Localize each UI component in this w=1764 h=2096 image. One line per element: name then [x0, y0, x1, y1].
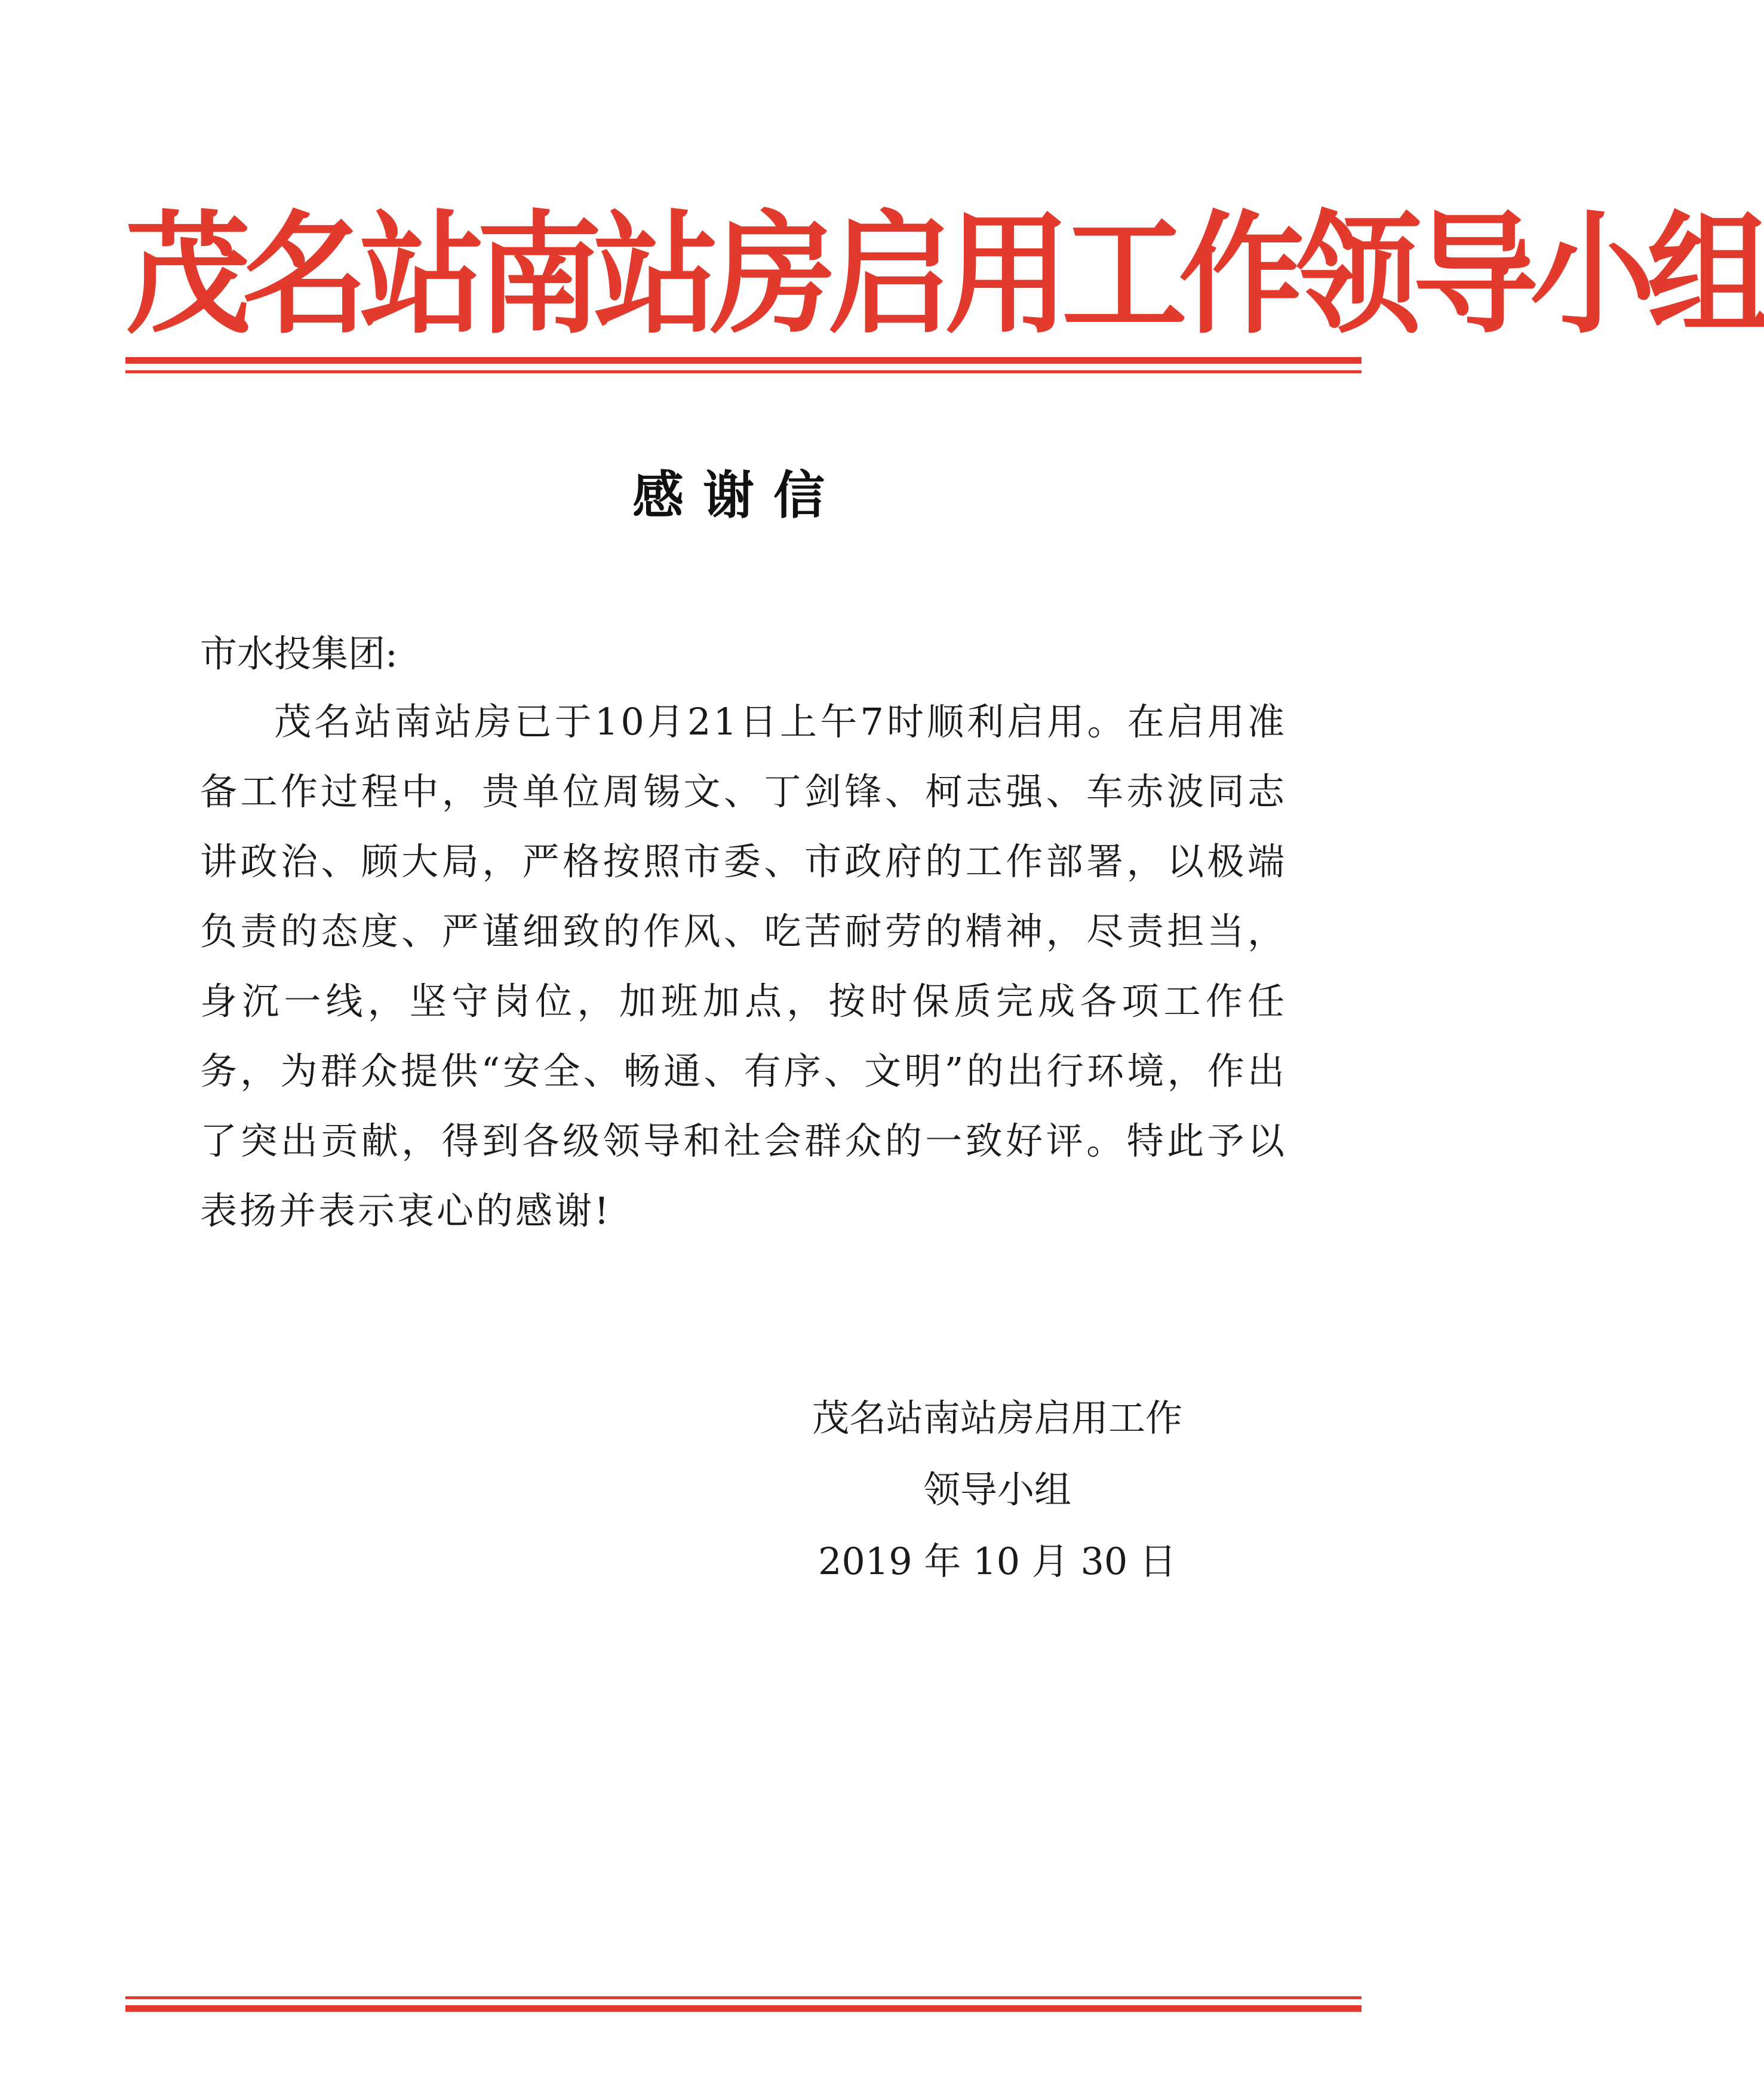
signature-issuer-line1: 茂名站南站房启用工作	[812, 1396, 1182, 1440]
letter-salutation: 市水投集团:	[200, 632, 398, 675]
letterhead-issuer: 茂名站南站房启用工作领导小组	[125, 196, 1764, 352]
letter-title: 感谢信	[632, 465, 844, 525]
signature-issuer-line2: 领导小组	[923, 1468, 1071, 1511]
letterhead-rule-thick	[125, 357, 1362, 364]
letterhead-rule-thin	[125, 370, 1362, 373]
signature-block	[752, 1382, 1242, 1597]
signature-date: 2019 年 10 月 30 日	[818, 1539, 1177, 1583]
footer-rule-thick	[125, 2005, 1362, 2012]
footer-rule-thin	[125, 1996, 1362, 1999]
letter-body: 茂名站南站房已于10月21日上午7时顺利启用。在启用准备工作过程中，贵单位周锡文、丁剑锋、柯志强、车赤波同志讲政治、顾大局，严格按照市委、市政府的工作部署，以极端负责的态度、严谨细致的作风、吃苦耐劳的精神，尽责担当，身沉一线，坚守岗位，加班加点，按时保质完成各项工作任务，为群众提供“安全、畅通、有序、文明”的出行环境，作出了突出贡献，得到各级领导和社会群众的一致好评。特此予以表扬并表示衷心的感谢!	[200, 700, 1287, 1233]
